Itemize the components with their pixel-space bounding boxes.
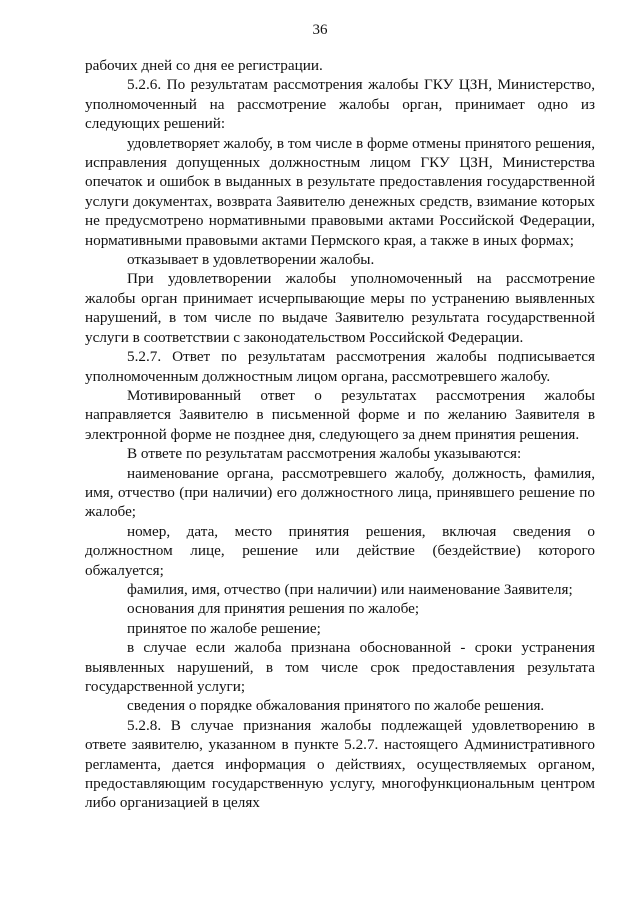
document-body [85,56,595,813]
paragraph: При удовлетворении жалобы уполномоченный на рассмотрение жалобы орган принимает исчерпывающие меры по устранению выявленных нарушений, в том числе по выдаче Заявителю результата государственной услуги в соответствии с законодательством Российской Федерации. [85,270,595,346]
paragraph: В ответе по результатам рассмотрения жалобы указываются: [127,445,522,463]
paragraph: 5.2.8. В случае признания жалобы подлежащей удовлетворению в ответе заявителю, указанном в пункте 5.2.7. настоящего Административного регламента, дается информация о действиях, осуществляемых органом, предоставляющим государственную услугу, многофункциональным центром либо организацией в целях [85,716,595,812]
paragraph: Мотивированный ответ о результатах рассмотрения жалобы направляется Заявителю в письменной форме и по желанию Заявителя в электронной форме не позднее дня, следующего за днем принятия решения. [85,386,595,443]
paragraph: фамилия, имя, отчество (при наличии) или наименование Заявителя; [127,580,573,598]
paragraph: сведения о порядке обжалования принятого по жалобе решения. [127,697,545,715]
paragraph: рабочих дней со дня ее регистрации. [85,57,323,74]
paragraph: в случае если жалоба признана обоснованной - сроки устранения выявленных нарушений, в том числе срок предоставления результата государственной услуги; [85,639,595,695]
paragraph: основания для принятия решения по жалобе; [127,600,420,618]
paragraph: наименование органа, рассмотревшего жалобу, должность, фамилия, имя, отчество (при наличии) его должностного лица, принявшего решение по жалобе; [85,464,595,521]
paragraph: номер, дата, место принятия решения, включая сведения о должностном лице, решение или действие (бездействие) которого обжалуется; [85,522,595,579]
page-number: 36 [312,22,328,38]
paragraph: отказывает в удовлетворении жалобы. [127,251,375,269]
paragraph: принятое по жалобе решение; [127,619,321,637]
paragraph: 5.2.7. Ответ по результатам рассмотрения жалобы подписывается уполномоченным должностным лицом органа, рассмотревшего жалобу. [85,348,595,385]
paragraph: удовлетворяет жалобу, в том числе в форме отмены принятого решения, исправления допущенных должностным лицом ГКУ ЦЗН, Министерства опечаток и ошибок в выданных в результате предоставления государственной услуги документах, возврата Заявителю денежных средств, взимание которых не предусмотрено нормативными правовыми актами Российской Федерации, нормативными правовыми актами Пермского края, а также в иных формах; [85,134,595,249]
paragraph: 5.2.6. По результатам рассмотрения жалобы ГКУ ЦЗН, Министерство, уполномоченный на рассмотрение жалобы орган, принимает одно из следующих решений: [85,76,595,133]
